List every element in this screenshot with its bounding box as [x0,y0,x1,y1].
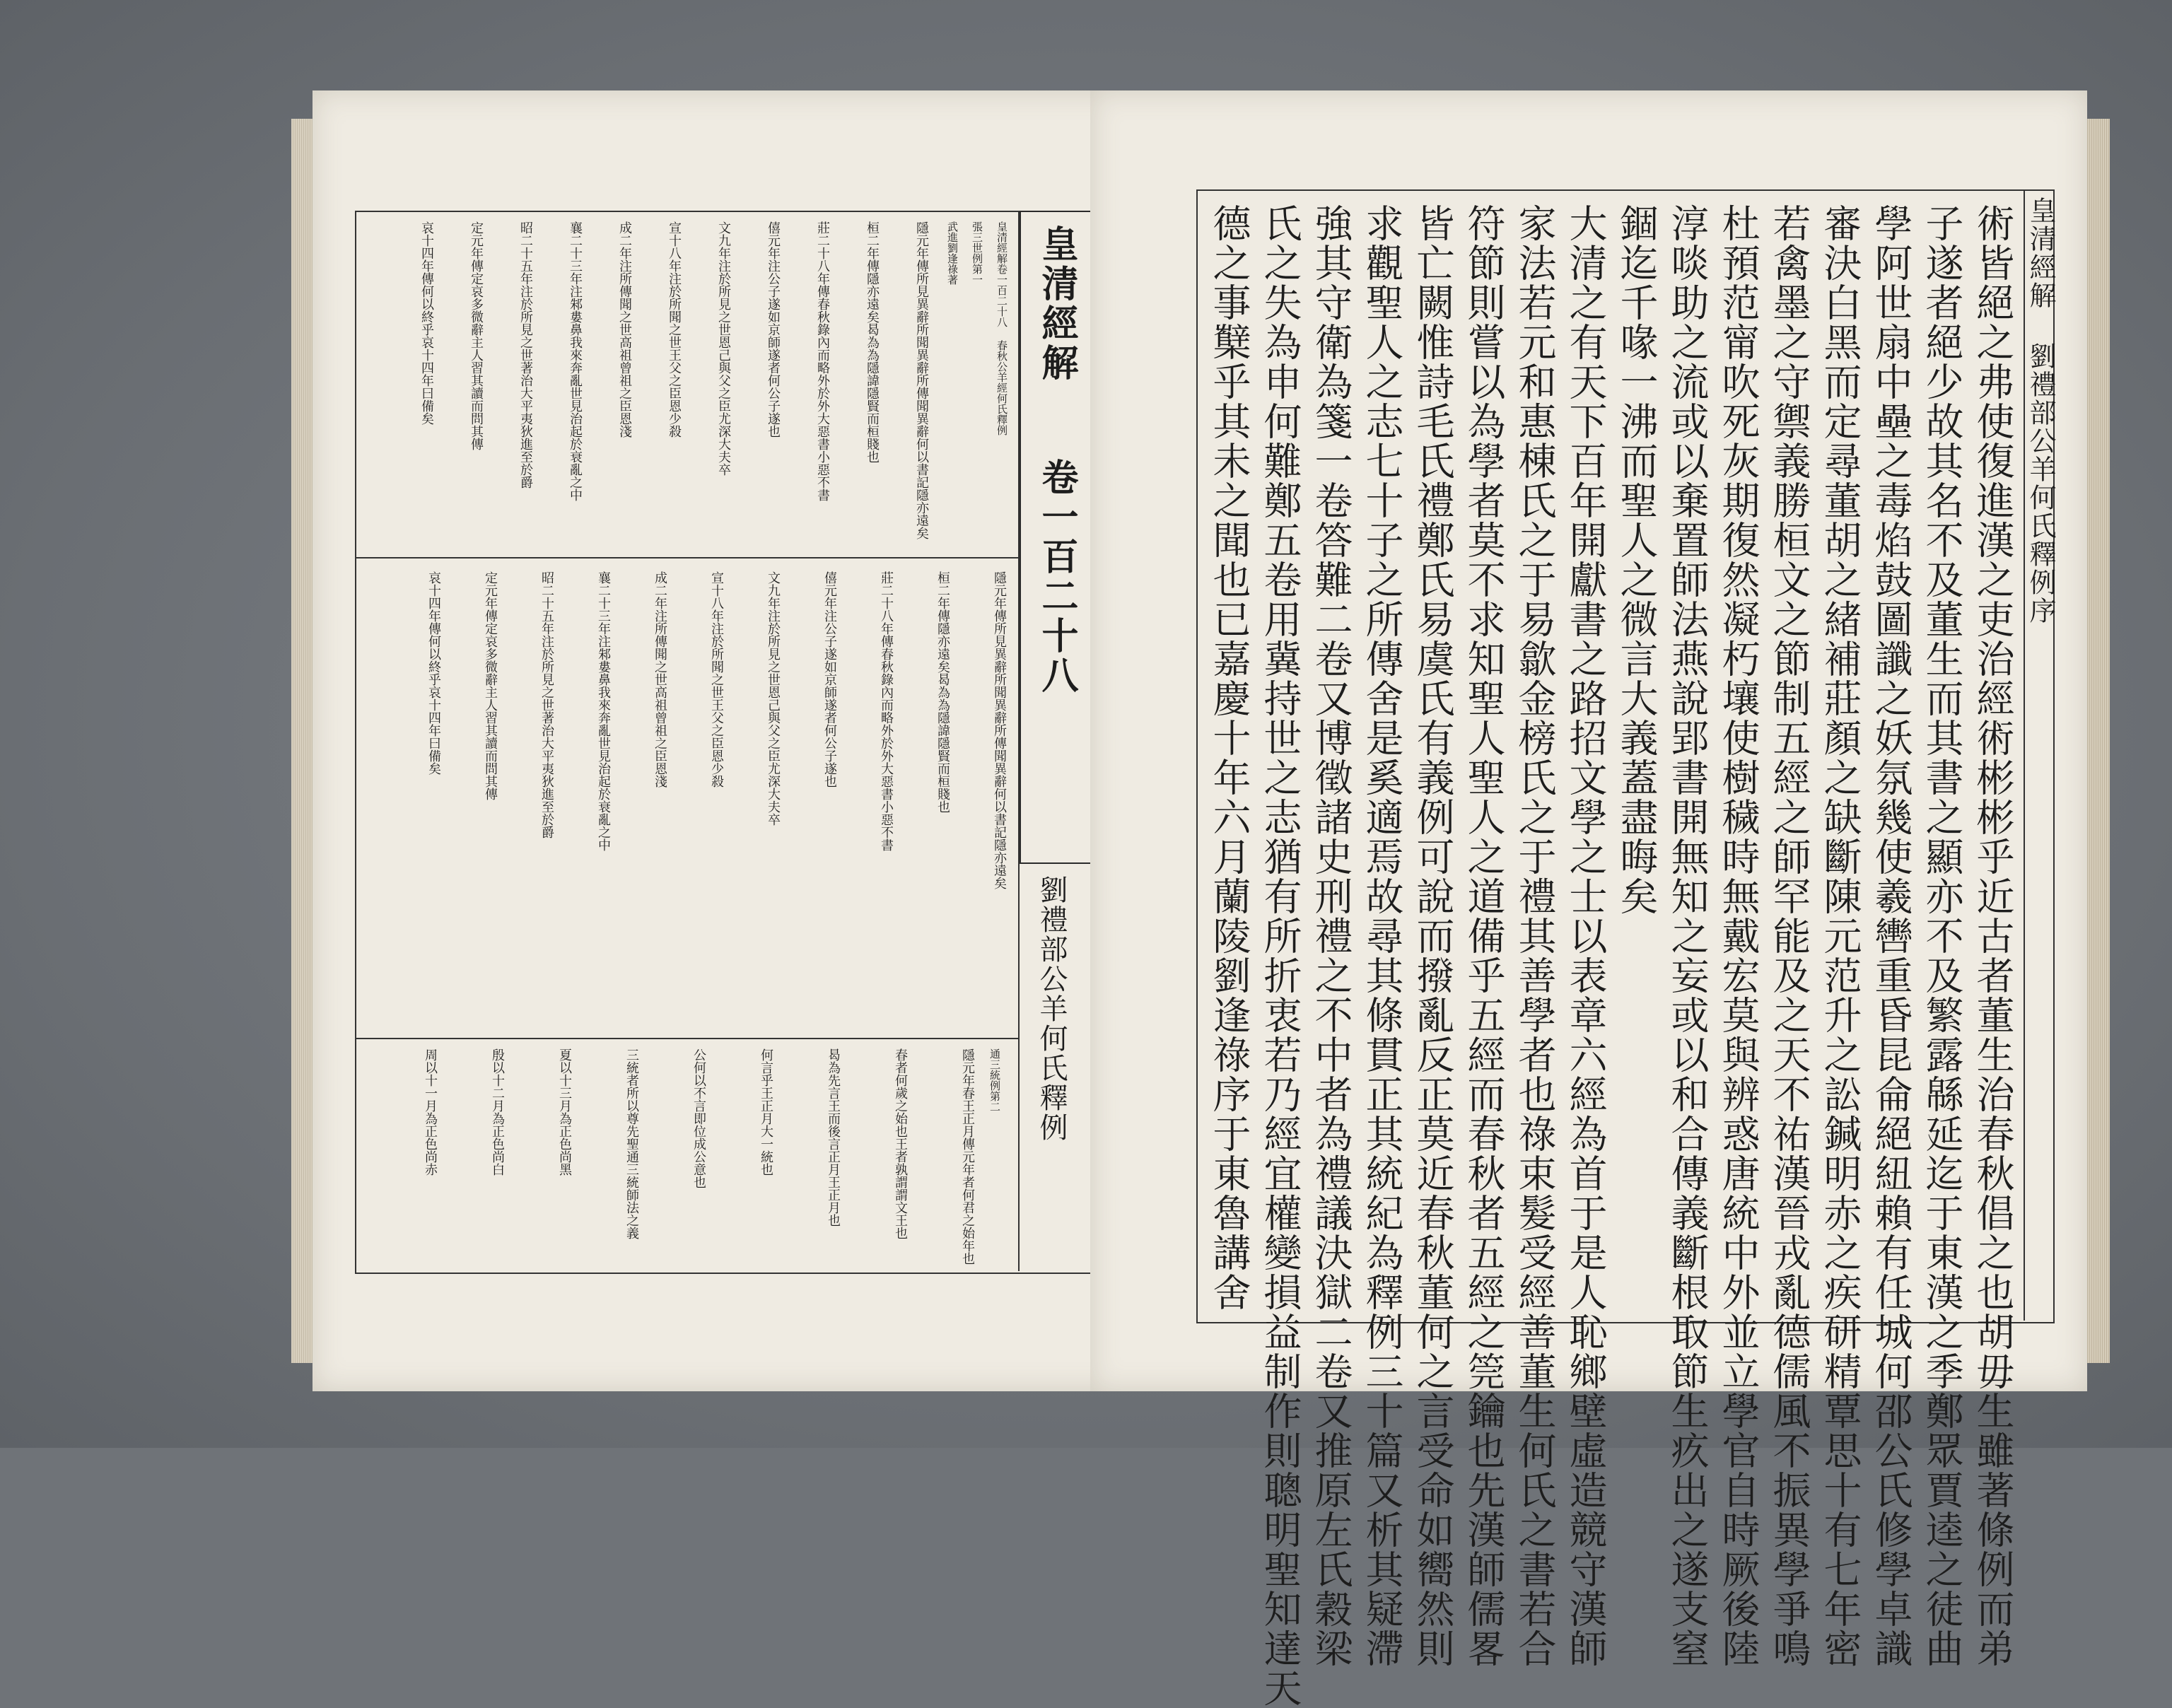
text-column: 成二年注所傳聞之世高祖曾祖之臣恩淺 [617,221,632,438]
text-column: 殷以十二月為正色尚白 [490,1048,505,1176]
preface-column: 學阿世扇中壘之毒焰鼓圖讖之妖氛幾使羲轡重昏昆侖絕紐賴有任城何邵公氏修學卓識 [1869,204,1913,1668]
preface-column: 淳啖助之流或以棄置師法燕說郢書開無知之妄或以和合傳義斷根取節生疚出之遂支窒 [1665,204,1710,1668]
text-column: 桓二年傳隱亦遠矣曷為為隱諱隱賢而桓賤也 [865,221,880,463]
running-header: 皇清經解 劉禮部公羊何氏釋例序 [2025,197,2056,625]
preface-column: 錮迄千喙一沸而聖人之微言大義蓋盡晦矣 [1614,204,1659,916]
text-column: 昭二十五年注於所見之世著治大平夷狄進至於爵 [518,221,533,489]
text-column: 僖元年注公子遂如京師遂者何公子遂也 [822,571,837,788]
preface-column: 術皆絕之弗使復進漢之吏治經術彬彬乎近古者董生治春秋倡之也胡毋生雖著條例而弟 [1970,204,2015,1668]
text-column: 桓二年傳隱亦遠矣曷為為隱諱隱賢而桓賤也 [935,571,950,813]
text-column: 成二年注所傳聞之世高祖曾祖之臣恩淺 [653,571,667,788]
preface-column: 審決白黑而定尋董胡之緒補莊顏之缺斷陳元范升之訟鍼明赤之疾研精覃思十有七年密 [1818,204,1862,1668]
text-column: 春者何歲之始也王者孰謂謂文王也 [893,1048,908,1239]
text-column: 文九年注於所見之世恩己與父之臣尤深大夫卒 [716,221,731,476]
section-label: 通三統例第二 [988,1048,1001,1112]
lower-divider [356,1038,1018,1039]
banner-rule [1018,211,1020,1271]
text-column: 公何以不言即位成公意也 [691,1048,706,1188]
text-column: 隱元年傳所見異辭所聞異辭所傳聞異辭何以書記隱亦遠矣 [992,571,1007,889]
preface-column: 德之事櫱乎其未之聞也已嘉慶十年六月蘭陵劉逢祿序于東魯講舍 [1207,204,1251,1312]
preface-column: 大清之有天下百年開獻書之路招文學之士以表章六經為首于是人恥鄉壁虛造競守漢師 [1563,204,1608,1668]
preface-column: 皆亡闕惟詩毛氏禮鄭氏易虞氏有義例可說而撥亂反正莫近春秋董何之言受命如嚮然則 [1411,204,1455,1668]
text-column: 隱元年春王正月傳元年者何君之始年也 [960,1048,975,1265]
preface-column: 子遂者絕少故其名不及董生而其書之顯亦不及繁露緜延迄于東漢之季鄭眾賈逵之徒曲 [1920,204,1964,1668]
text-column: 莊二十八年傳春秋錄內而略外於外大惡書小惡不書 [815,221,830,501]
text-column: 哀十四年傳何以終乎哀十四年曰備矣 [419,221,434,425]
text-column: 襄二十三年注邾婁鼻我來奔亂世見治起於衰亂之中 [596,571,611,851]
left-page [313,90,1147,1391]
text-column: 昭二十五年注於所見之世著治大平夷狄進至於爵 [539,571,554,838]
preface-column: 若禽墨之守禦義勝桓文之節制五經之師罕能及之天不祐漢晉戎亂德儒風不振異學爭鳴 [1767,204,1811,1668]
text-column: 僖元年注公子遂如京師遂者何公子遂也 [766,221,781,438]
text-column: 定元年傳定哀多微辭主人習其讀而問其傳 [483,571,498,800]
chapter-label: 張三世例第一 [971,221,983,285]
text-column: 宣十八年注於所聞之世王父之臣恩少殺 [709,571,724,788]
book-title: 皇清經解 [1035,225,1078,383]
text-column: 曷為先言王而後言正月王正月也 [826,1048,841,1227]
preface-column: 杜預范甯吹死灰期復然凝朽壤使樹穢時無戴宏莫與辨惑唐統中外並立學官自時厥後陸 [1716,204,1761,1668]
text-column: 襄二十三年注邾婁鼻我來奔亂世見治起於衰亂之中 [568,221,583,501]
author-big-label: 劉禮部公羊何氏釋例 [1035,875,1068,1142]
text-column: 周以十一月為正色尚赤 [423,1048,438,1176]
preface-column: 符節則嘗以為學者莫不求知聖人聖人之道備乎五經而春秋者五經之筦鑰也先漢師儒畧 [1461,204,1506,1668]
preface-column: 求觀聖人之志七十子之所傳舍是奚適焉故尋其條貫正其統紀為釋例三十篇又析其疑滯 [1360,204,1404,1668]
text-column: 文九年注於所見之世恩己與父之臣尤深大夫卒 [766,571,781,826]
preface-column: 強其守衛為箋一卷答難二卷又博徵諸史刑禮之不中者為禮議決獄二卷又推原左氏穀梁 [1309,204,1353,1668]
author-line: 武進劉逢祿著 [946,221,959,285]
volume-label: 卷一百二十八 [1035,458,1078,696]
open-book [291,90,2110,1708]
upper-divider [356,557,1018,558]
text-column: 定元年傳定哀多微辭主人習其讀而問其傳 [469,221,484,450]
text-column: 宣十八年注於所聞之世王父之臣恩少殺 [667,221,682,438]
preface-column: 家法若元和惠棟氏之于易歙金榜氏之于禮其善學者也祿束髮受經善董生何氏之書若合 [1512,204,1557,1668]
text-column: 莊二十八年傳春秋錄內而略外於外大惡書小惡不書 [879,571,894,851]
text-column: 夏以十三月為正色尚黑 [557,1048,572,1176]
text-column: 何言乎王正月大一統也 [759,1048,773,1176]
preface-column: 氏之失為申何難鄭五卷用冀持世之志猶有所折衷若乃經宜權變損益制作則聰明聖知達天 [1258,204,1302,1708]
small-header: 皇清經解卷一百二十八 春秋公羊經何氏釋例 [996,221,1008,435]
text-column: 哀十四年傳何以終乎哀十四年曰備矣 [426,571,441,775]
text-column: 三統者所以尊先聖通三統師法之義 [624,1048,639,1239]
right-page [1090,90,2087,1708]
text-column: 隱元年傳所見異辭所聞異辭所傳聞異辭何以書記隱亦遠矣 [914,221,929,539]
